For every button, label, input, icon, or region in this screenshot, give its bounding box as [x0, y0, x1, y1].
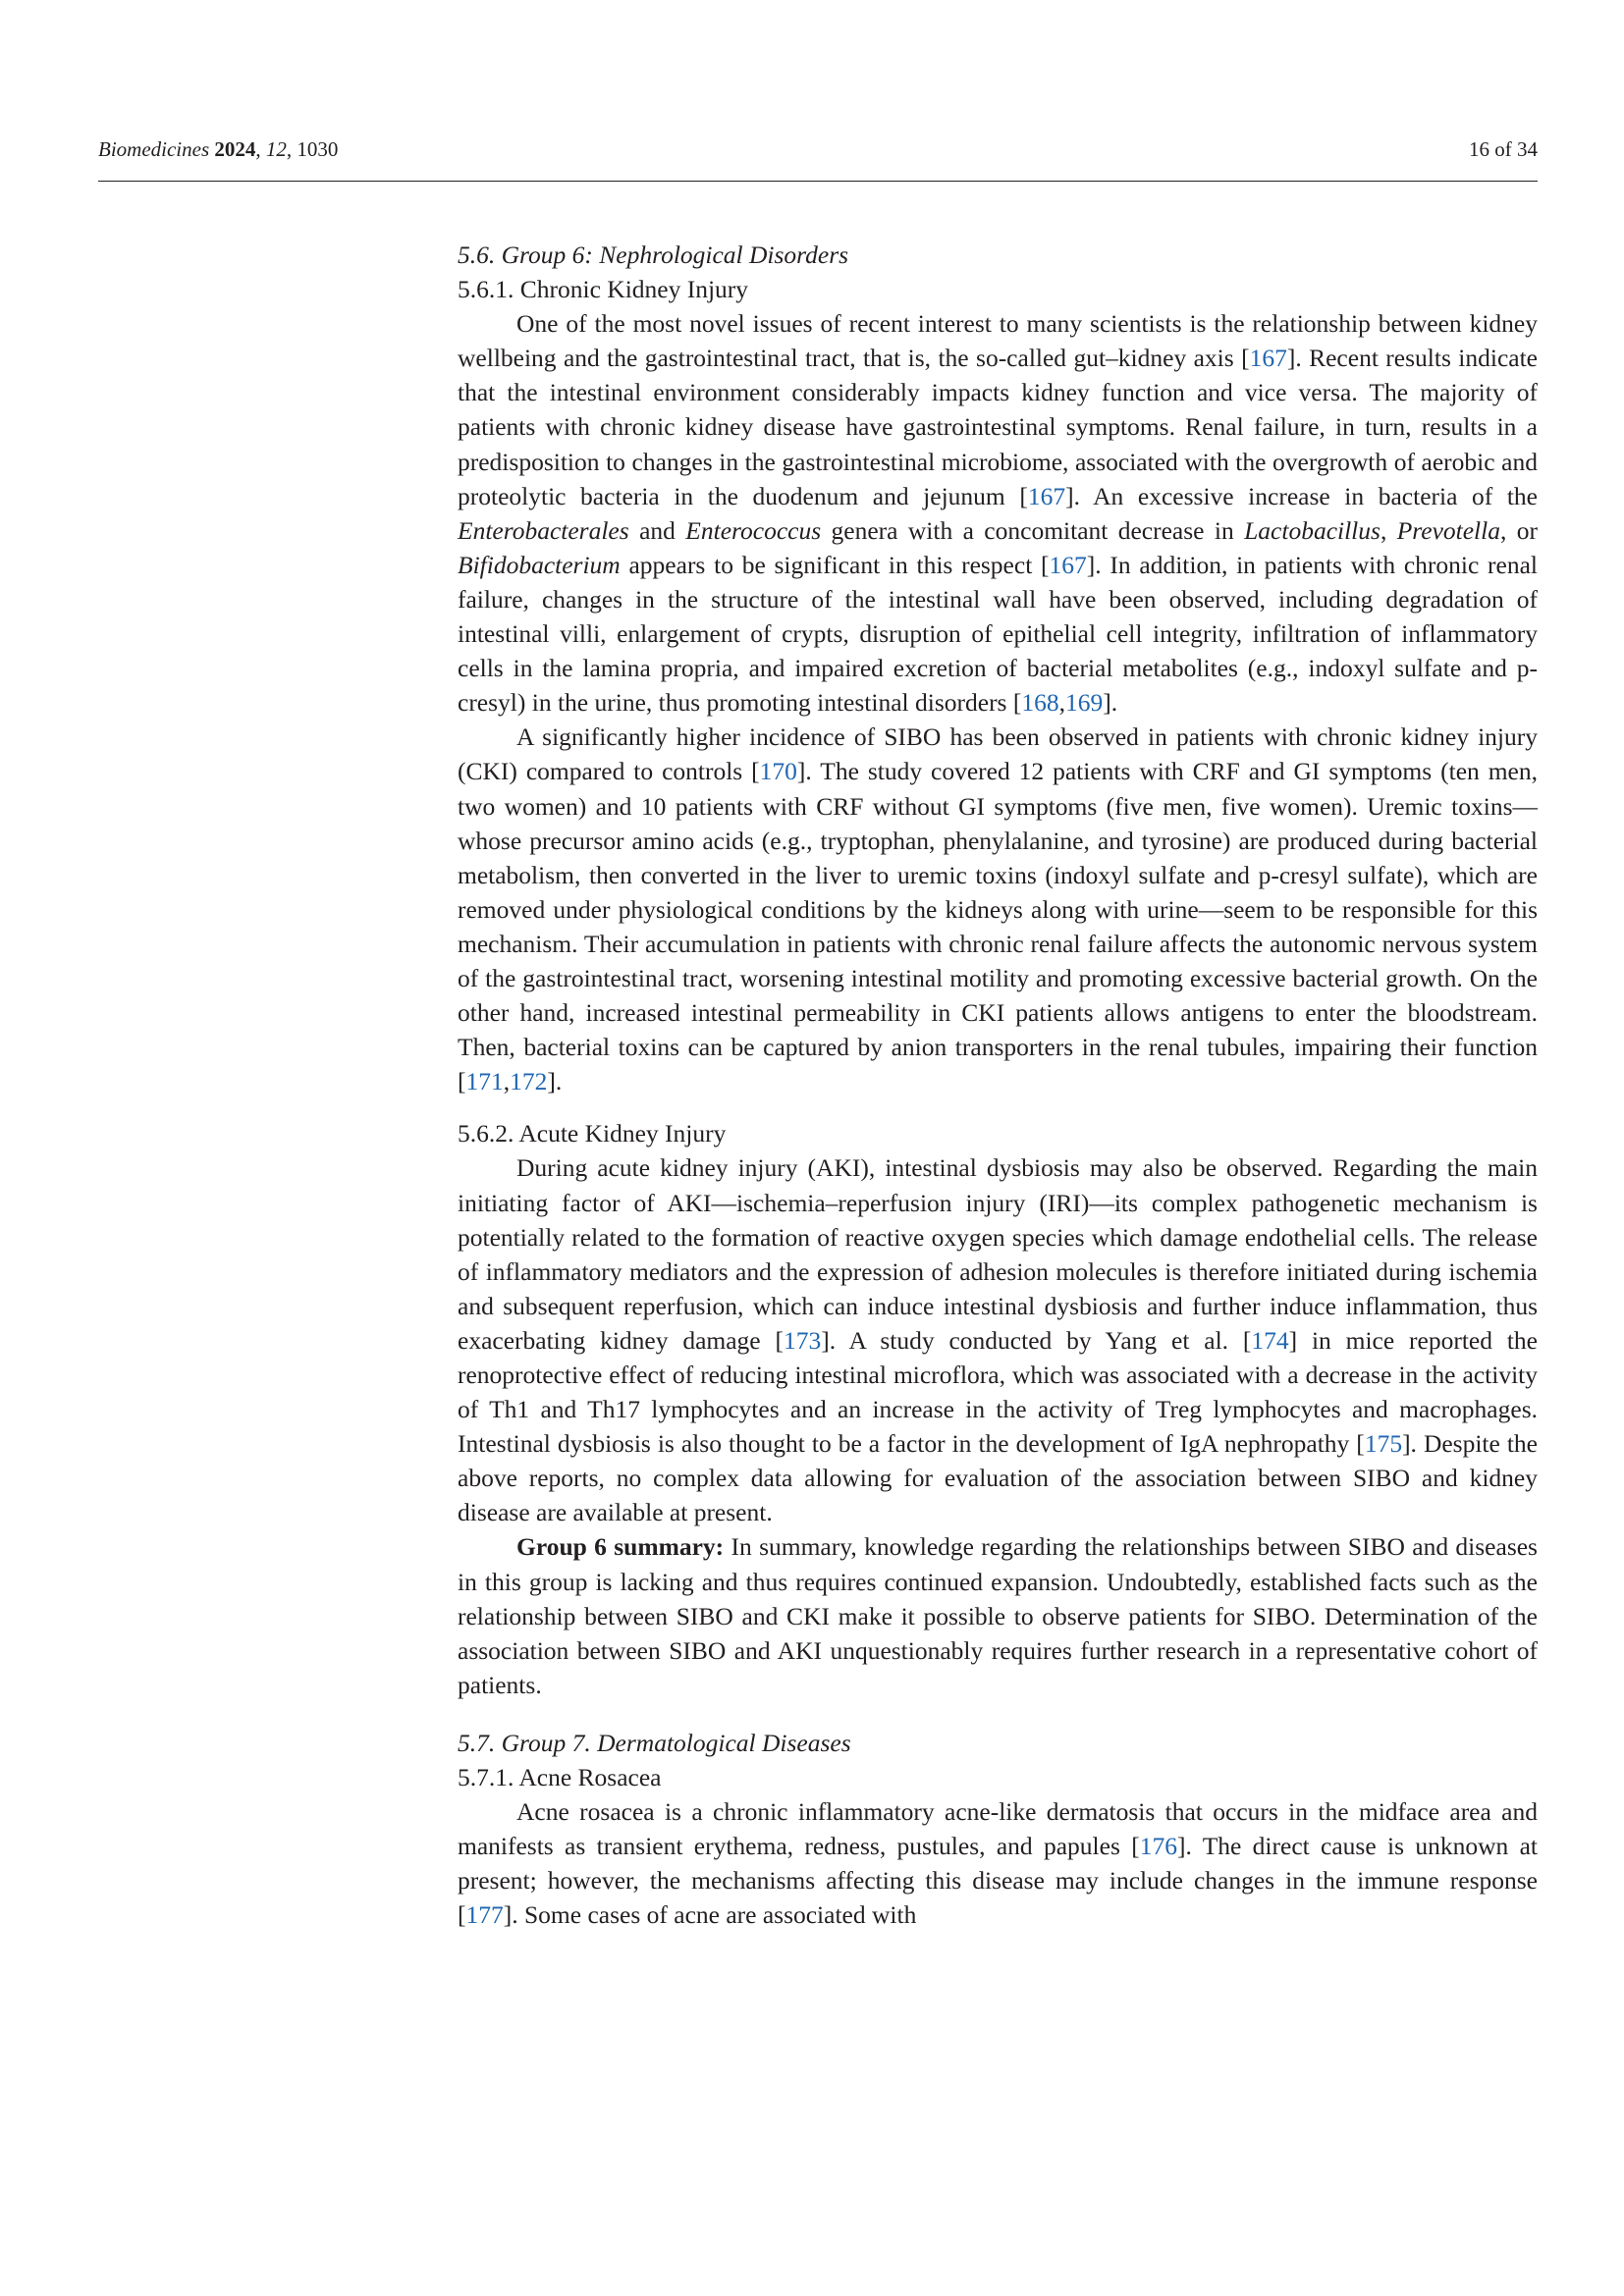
citation-link[interactable]: 167: [1249, 344, 1287, 373]
page-number: 16 of 34: [1469, 137, 1538, 161]
citation-link[interactable]: 167: [1049, 550, 1087, 579]
paragraph-group-6-summary: Group 6 summary: In summary, knowledge regarding the relationships between SIBO and diseases in this group is lacking and thus requires continued expansion. Undoubtedly, established facts such as the relationship between SIBO and CKI make it possible to observe patients for SIBO. Determination of the association between SIBO and AKI unquestionably requires further research in a representative cohort of patients.: [458, 1532, 1538, 1699]
section-title-5-7: 5.7. Group 7. Dermatological Diseases: [458, 1728, 851, 1757]
citation-link[interactable]: 171: [465, 1067, 504, 1096]
citation-link[interactable]: 167: [1027, 481, 1066, 510]
paragraph-chronic-kidney-1: One of the most novel issues of recent interest to many scientists is the relationship between kidney wellbeing and the gastrointestinal tract, that is, the so-called gut–kidney axis [167]. Recent results indicate that the intestinal environment considerably impacts kidney function and vice versa. The majority of patients with chronic kidney disease have gastrointestinal symptoms. Renal failure, in turn, results in a predisposition to changes in the gastrointestinal microbiome, associated with the overgrowth of aerobic and proteolytic bacteria in the duodenum and jejunum [167]. An excessive increase in bacteria of the Enterobacterales and Enterococcus genera with a concomitant decrease in Lactobacillus, Prevotella, or Bifidobacterium appears to be significant in this respect [167]. In addition, in patients with chronic renal failure, changes in the structure of the intestinal wall have been observed, including degradation of intestinal villi, enlargement of crypts, disruption of epithelial cell integrity, infiltration of inflammatory cells in the lamina propria, and impaired excretion of bacterial metabolites (e.g., indoxyl sulfate and p-cresyl) in the urine, thus promoting intestinal disorders [168,169].: [458, 309, 1538, 718]
section-title-5-6: 5.6. Group 6: Nephrological Disorders: [458, 240, 849, 269]
summary-lead: Group 6 summary:: [516, 1532, 725, 1562]
citation-link[interactable]: 172: [510, 1067, 548, 1096]
citation-link[interactable]: 169: [1064, 688, 1104, 718]
subsection-title-5-7-1: 5.7.1. Acne Rosacea: [458, 1763, 662, 1792]
paragraph-acne-rosacea: Acne rosacea is a chronic inflammatory acne-like dermatosis that occurs in the midface area and manifests as transient erythema, redness, pustules, and papules [176]. The direct cause is unknown at present; however, the mechanisms affecting this disease may include changes in the immune response [177]. Some cases of acne are associated with: [458, 1797, 1539, 1930]
citation-link[interactable]: 168: [1021, 688, 1059, 718]
journal-citation: Biomedicines 2024, 12, 1030: [98, 137, 339, 161]
citation-link[interactable]: 170: [759, 757, 797, 786]
subsection-title-5-6-1: 5.6.1. Chronic Kidney Injury: [458, 275, 749, 304]
journal-year: 2024: [214, 137, 256, 161]
paragraph-chronic-kidney-2: A significantly higher incidence of SIBO has been observed in patients with chronic kidney injury (CKI) compared to controls [170]. The study covered 12 patients with CRF and GI symptoms (ten men, two women) and 10 patients with CRF without GI symptoms (five men, five women). Uremic toxins—whose precursor amino acids (e.g., tryptophan, phenylalanine, and tyrosine) are produced during bacterial metabolism, then converted in the liver to uremic toxins (indoxyl sulfate and p-cresyl sulfate), which are removed under physiological conditions by the kidneys along with urine—seem to be responsible for this mechanism. Their accumulation in patients with chronic renal failure affects the autonomic nervous system of the gastrointestinal tract, worsening intestinal motility and promoting excessive bacterial growth. On the other hand, increased intestinal permeability in CKI patients allows antigens to enter the bloodstream. Then, bacterial toxins can be captured by anion transporters in the renal tubules, impairing their function [171,172].: [458, 722, 1538, 1096]
journal-name: Biomedicines: [98, 137, 210, 161]
header-divider: [98, 181, 1538, 182]
citation-link[interactable]: 176: [1139, 1832, 1177, 1861]
article-number: 1030: [297, 137, 339, 161]
paragraph-acute-kidney: During acute kidney injury (AKI), intestinal dysbiosis may also be observed. Regarding the main initiating factor of AKI—ischemia–reperfusion injury (IRI)—its complex pathogenetic mechanism is potentially related to the formation of reactive oxygen species which damage endothelial cells. The release of inflammatory mediators and the expression of adhesion molecules is therefore initiated during ischemia and subsequent reperfusion, which can induce intestinal dysbiosis and further induce inflammation, thus exacerbating kidney damage [173]. A study conducted by Yang et al. [174] in mice reported the renoprotective effect of reducing intestinal microflora, which was associated with a decrease in the activity of Th1 and Th17 lymphocytes and an increase in the activity of Treg lymphocytes and macrophages. Intestinal dysbiosis is also thought to be a factor in the development of IgA nephropathy [175]. Despite the above reports, no complex data allowing for evaluation of the association between SIBO and kidney disease are available at present.: [458, 1153, 1538, 1527]
subsection-title-5-6-2: 5.6.2. Acute Kidney Injury: [458, 1119, 727, 1148]
journal-volume: 12: [265, 137, 287, 161]
citation-link[interactable]: 174: [1251, 1325, 1289, 1355]
citation-link[interactable]: 175: [1364, 1429, 1403, 1459]
citation-link[interactable]: 173: [783, 1325, 822, 1355]
article-body: [458, 238, 1538, 1933]
citation-link[interactable]: 177: [465, 1900, 504, 1930]
